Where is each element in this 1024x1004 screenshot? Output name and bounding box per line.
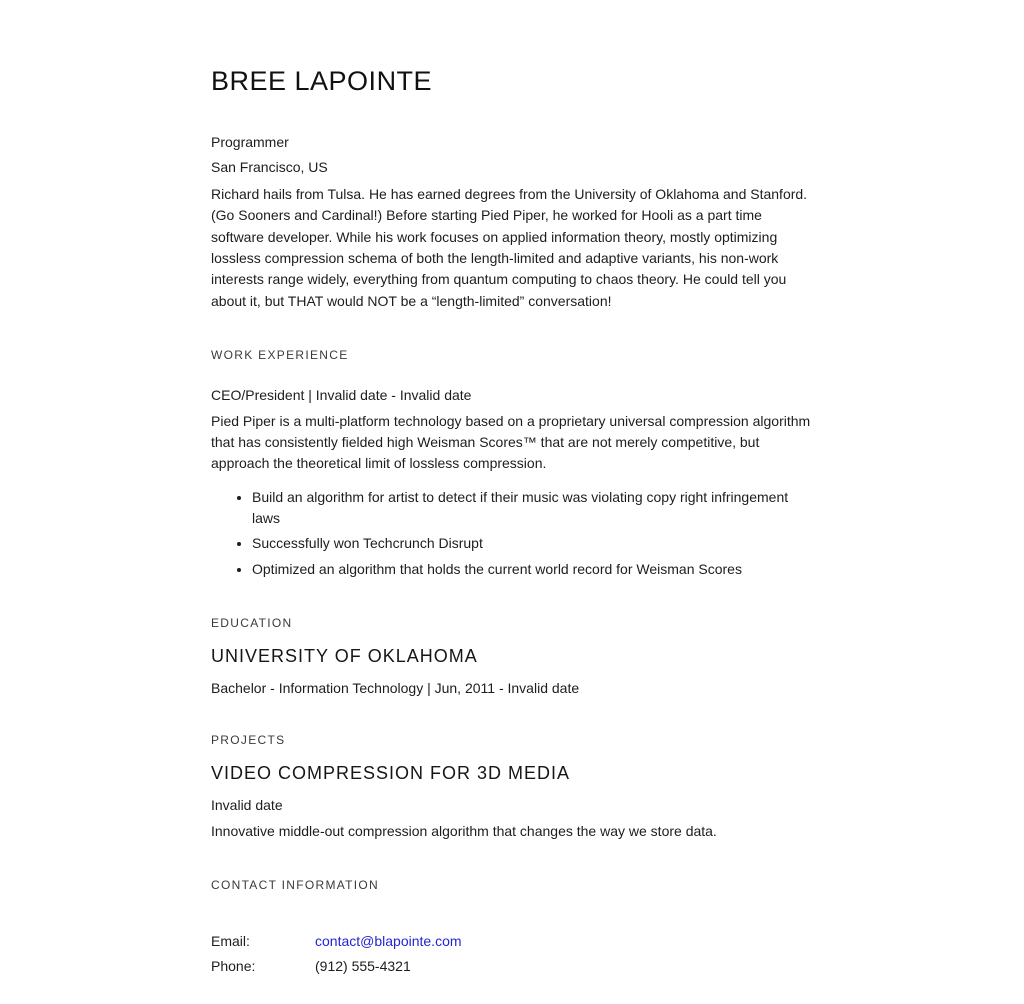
- resume-content: [211, 66, 813, 979]
- page-title: BREE LAPOINTE: [211, 66, 433, 96]
- section-title-contact-information: CONTACT INFORMATION: [211, 878, 380, 893]
- work-highlight-item: • Optimized an algorithm that holds the current world record for Weisman Scores: [252, 559, 813, 580]
- project-date: Invalid date: [211, 796, 283, 813]
- project-description: Innovative middle-out compression algorithm that changes the way we store data.: [211, 822, 717, 839]
- location: San Francisco, US: [211, 159, 328, 176]
- education-degree-line: Bachelor - Information Technology | Jun, 2011 - Invalid date: [211, 679, 580, 696]
- work-highlight-item: • Build an algorithm for artist to detect if their music was violating copy right infringement laws: [252, 487, 813, 530]
- phone-label: Phone:: [211, 958, 256, 975]
- work-description: Pied Piper is a multi-platform technology based on a proprietary universal compression algorithm that has consistently fielded high Weisman Scores™ that are not merely competitive, but approach the theoretical limit of lossless compression.: [211, 412, 811, 472]
- contact-block: [211, 929, 813, 979]
- work-role-line: CEO/President | Invalid date - Invalid date: [211, 386, 472, 403]
- summary-paragraph: Richard hails from Tulsa. He has earned degrees from the University of Oklahoma and Stanford. (Go Sooners and Cardinal!) Before starting Pied Piper, he worked for Hooli as a part time software developer. While his work focuses on applied information theory, mostly optimizing lossless compression schema of both the length-limited and adaptive variants, his non-work interests range widely, everything from quantum computing to chaos theory. He could tell you about it, but THAT would NOT be a “length-limited” conversation!: [211, 186, 808, 309]
- email-label: Email:: [211, 933, 250, 950]
- phone-value: (912) 555-4321: [315, 958, 411, 975]
- section-title-work-experience: WORK EXPERIENCE: [211, 347, 349, 362]
- work-highlight-item: • Successfully won Techcrunch Disrupt: [252, 533, 813, 554]
- project-title: VIDEO COMPRESSION FOR 3D MEDIA: [211, 762, 571, 783]
- contact-row-email: [211, 929, 813, 954]
- job-title: Programmer: [211, 134, 289, 151]
- section-title-education: EDUCATION: [211, 615, 293, 630]
- contact-row-phone: [211, 954, 813, 979]
- education-school-name: UNIVERSITY OF OKLAHOMA: [211, 645, 478, 666]
- work-highlights-list: [211, 487, 813, 580]
- section-title-projects: PROJECTS: [211, 732, 286, 747]
- email-link[interactable]: contact@blapointe.com: [315, 933, 462, 950]
